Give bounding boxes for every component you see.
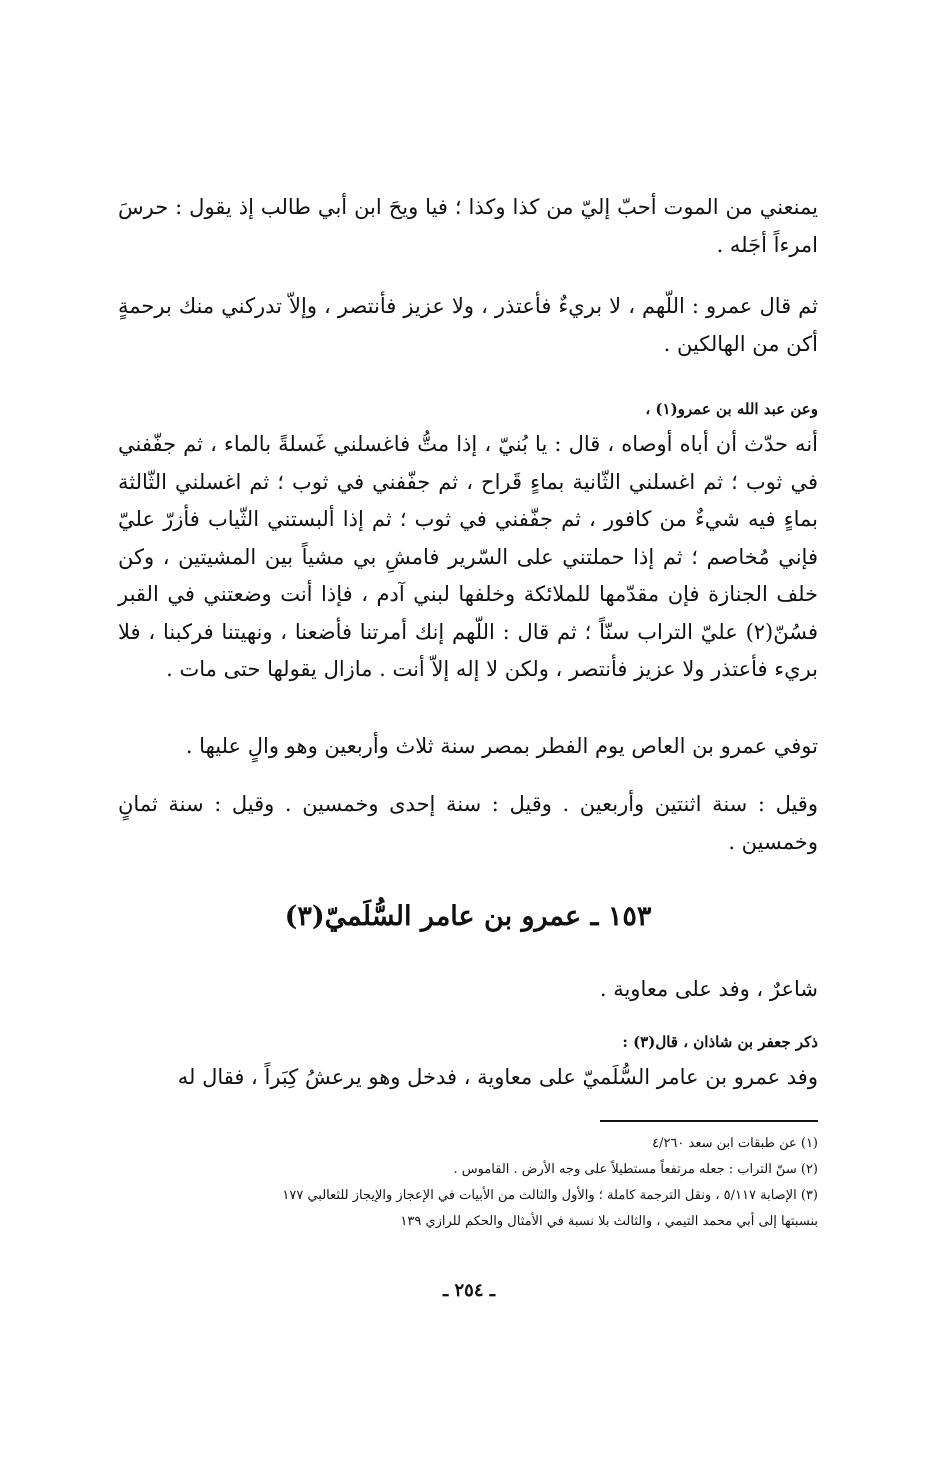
paragraph-1: يمنعني من الموت أحبّ إليّ من كذا وكذا ؛ فيا ويحَ ابن أبي طالب إذ يقول : حرسَ امرءاً أجَله . xyxy=(118,195,818,257)
footnotes xyxy=(118,1131,818,1235)
paragraph-2: ثم قال عمرو : اللّهم ، لا بريءٌ فأعتذر ، ولا عزيز فأنتصر ، وإلاّ تدركني منك برحمةٍ أكن من الهالكين . xyxy=(118,294,818,356)
paragraph-4: توفي عمرو بن العاص يوم الفطر بمصر سنة ثلاث وأربعين وهو والٍ عليها . xyxy=(185,734,818,758)
paragraph-7: وفد عمرو بن عامر السُّلَميّ على معاوية ، فدخل وهو يرعشُ كِبَراً ، فقال له xyxy=(177,1065,818,1089)
footnote-3: (٣) الإصابة ٥/١١٧ ، ونقل الترجمة كاملة ؛ والأول والثالث من الأبيات في الإعجاز والإيجاز للثعالبي ١٧٧ xyxy=(282,1188,818,1203)
footnote-divider xyxy=(600,1120,818,1122)
narration-heading-2: ذكر جعفر بن شاذان ، قال(٣) : xyxy=(622,1033,818,1051)
footnote-3-continued: بنسبتها إلى أبي محمد التيمي ، والثالث بلا نسبة في الأمثال والحكم للرازي ١٣٩ xyxy=(400,1214,818,1229)
footnote-2: (٢) سنّ التراب : جعله مرتفعاً مستطيلاً على وجه الأرض . القاموس . xyxy=(453,1162,818,1177)
paragraph-6: شاعرٌ ، وفد على معاوية . xyxy=(599,977,818,1001)
page-number: ـ ٢٥٤ ـ xyxy=(442,1280,496,1301)
paragraph-3: أنه حدّث أن أباه أوصاه ، قال : يا بُنيّ ، إذا متُّ فاغسلني غَسلةً بالماء ، ثم جفّفني في ثوب ؛ ثم اغسلني الثّانية بماءٍ قَراح ، ثم جفّفني في ثوب ؛ ثم اغسلني الثّالثة بماءٍ فيه شيءٌ من كافور ، ثم جفّفني في ثوب ؛ ثم إذا ألبستني الثّياب فأزرّ عليّ فإني مُخاصم ؛ ثم إذا حملتني على السّرير فامشِ بي مشياً بين المشيتين ، وكن خلف الجنازة فإن مقدّمها للملائكة وخلفها لبني آدم ، فإذا أنت وضعتني في القبر فسُنّ(٢) عليّ التراب سنّاً ؛ ثم قال : اللّهم إنك أمرتنا فأضعنا ، ونهيتنا فركبنا ، فلا بريء فأعتذر ولا عزيز فأنتصر ، ولكن لا إله إلاّ أنت . مازال يقولها حتى مات . xyxy=(118,432,818,681)
paragraph-5: وقيل : سنة اثنتين وأربعين . وقيل : سنة إحدى وخمسين . وقيل : سنة ثمانٍ وخمسين . xyxy=(118,792,818,854)
footnote-1: (١) عن طبقات ابن سعد ٤/٢٦٠ xyxy=(652,1136,818,1151)
entry-heading: ١٥٣ ـ عمرو بن عامر السُّلَميّ(٣) xyxy=(284,901,652,932)
narration-heading-1: وعن عبد الله بن عمرو(١) ، xyxy=(645,400,818,418)
